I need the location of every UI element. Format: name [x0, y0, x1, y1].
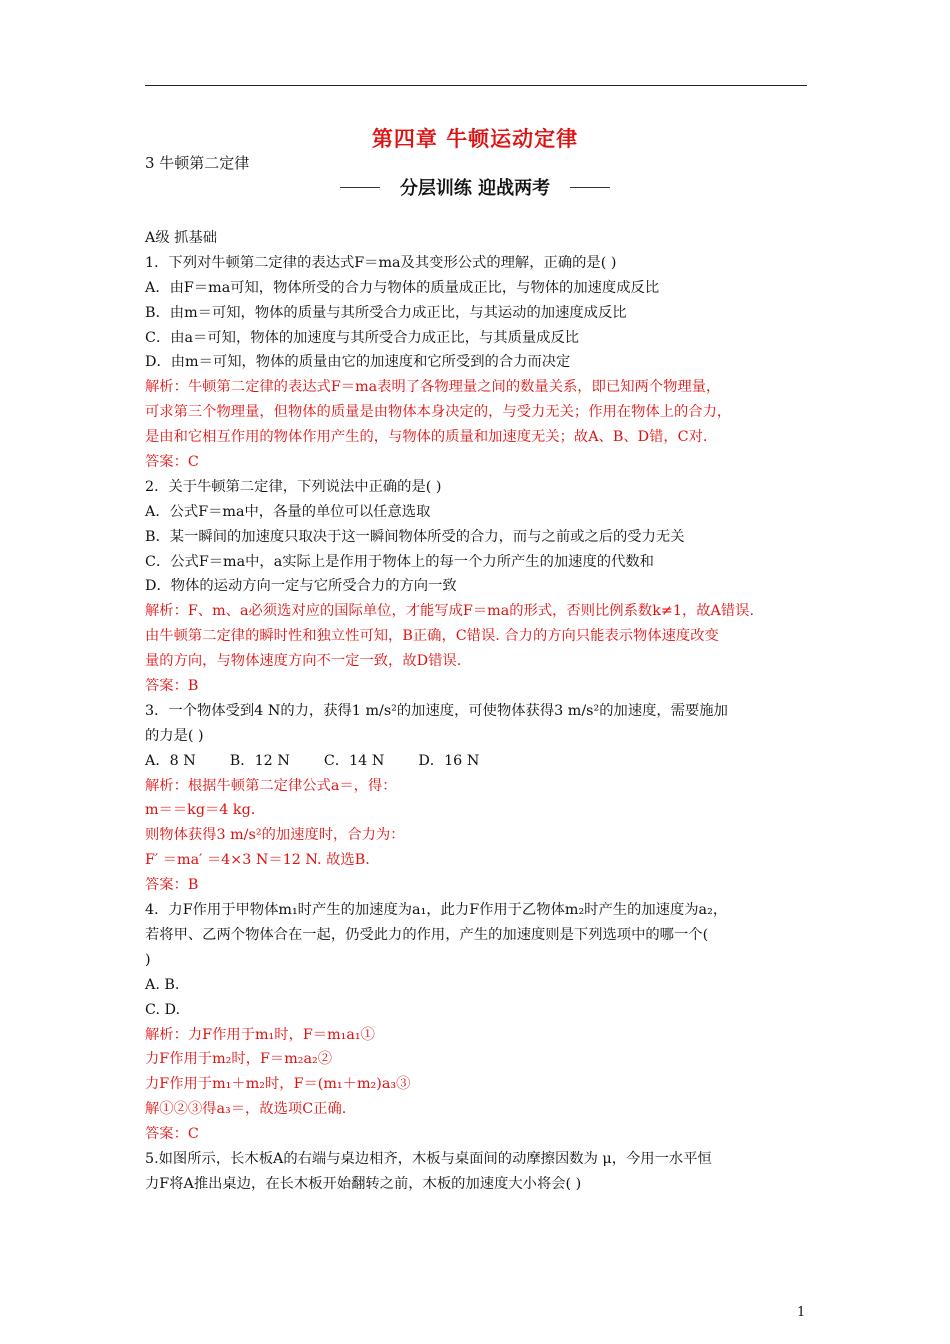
q3-stem-2: 的力是( )	[145, 727, 204, 744]
q1-option-a: A．由F＝ma可知，物体所受的合力与物体的质量成正比，与物体的加速度成反比	[145, 279, 660, 296]
q1-explanation-3: 是由和它相互作用的物体作用产生的，与物体的质量和加速度无关；故A、B、D错，C对.	[145, 429, 708, 446]
chapter-title: 第四章 牛顿运动定律	[371, 127, 579, 151]
q2-explanation-1: 解析：F、m、a必须选对应的国际单位，才能写成F＝ma的形式，否则比例系数k≠1，故A错误.	[145, 603, 754, 620]
q2-option-c: C．公式F＝ma中，a实际上是作用于物体上的每一个力所产生的加速度的代数和	[145, 553, 654, 570]
q2-option-b: B．某一瞬间的加速度只取决于这一瞬间物体所受的合力，而与之前或之后的受力无关	[145, 528, 685, 545]
exercise-content	[145, 226, 807, 1197]
q1-explanation-1: 解析：牛顿第二定律的表达式F＝ma表明了各物理量之间的数量关系，即已知两个物理量，	[145, 379, 721, 396]
q1-stem: 1．下列对牛顿第二定律的表达式F＝ma及其变形公式的理解，正确的是( )	[145, 254, 617, 271]
banner-right-rule	[570, 187, 610, 188]
q4-stem-2: 若将甲、乙两个物体合在一起，仍受此力的作用，产生的加速度则是下列选项中的哪一个(	[145, 926, 709, 943]
q1-option-c: C．由a＝可知，物体的加速度与其所受合力成正比，与其质量成反比	[145, 329, 580, 346]
q4-answer: 答案：C	[145, 1126, 199, 1143]
level-heading: A级 抓基础	[145, 230, 218, 246]
q5-stem-2: 力F将A推出桌边，在长木板开始翻转之前，木板的加速度大小将会( )	[145, 1175, 582, 1192]
q3-explanation-3: 则物体获得3 m/s²的加速度时，合力为：	[145, 827, 405, 844]
q4-stem-1: 4．力F作用于甲物体m₁时产生的加速度为a₁，此力F作用于乙物体m₂时产生的加速度为a₂，	[145, 902, 728, 919]
q2-option-a: A．公式F＝ma中，各量的单位可以任意选取	[145, 503, 431, 520]
q3-explanation-2: m＝＝kg＝4 kg.	[145, 802, 256, 819]
q4-explanation-4: 解①②③得a₃＝，故选项C正确.	[145, 1101, 347, 1118]
header-rule	[145, 85, 807, 86]
q4-options-cd: C. D.	[145, 1001, 181, 1018]
q2-stem: 2．关于牛顿第二定律，下列说法中正确的是( )	[145, 478, 442, 495]
page-number: 1	[797, 1305, 806, 1320]
q2-option-d: D．物体的运动方向一定与它所受合力的方向一致	[145, 578, 457, 595]
q3-option-c: C．14 N	[323, 752, 385, 769]
q4-explanation-1: 解析：力F作用于m₁时，F＝m₁a₁①	[145, 1026, 375, 1043]
q1-option-b: B．由m＝可知，物体的质量与其所受合力成正比，与其运动的加速度成反比	[145, 304, 627, 321]
section-title: 3 牛顿第二定律	[145, 154, 250, 172]
q4-explanation-2: 力F作用于m₂时，F＝m₂a₂②	[145, 1051, 333, 1068]
q3-option-b: B．12 N	[229, 752, 290, 769]
q3-explanation-1: 解析：根据牛顿第二定律公式a＝，得：	[145, 777, 397, 794]
banner-left-rule	[340, 187, 380, 188]
q2-explanation-3: 量的方向，与物体速度方向不一定一致，故D错误.	[145, 653, 462, 670]
q3-answer: 答案：B	[145, 877, 199, 894]
q1-explanation-2: 可求第三个物理量，但物体的质量是由物体本身决定的，与受力无关；作用在物体上的合力，	[145, 404, 732, 421]
banner	[340, 174, 610, 200]
q3-explanation-4: F′ ＝ma′ ＝4×3 N＝12 N. 故选B.	[145, 852, 370, 869]
q3-options	[145, 749, 807, 774]
q3-stem-1: 3．一个物体受到4 N的力，获得1 m/s²的加速度，可使物体获得3 m/s²的加速度，需要施加	[145, 702, 728, 719]
q5-stem-1: 5.如图所示，长木板A的右端与桌边相齐，木板与桌面间的动摩擦因数为 μ，今用一水平恒	[145, 1150, 712, 1167]
banner-text: 分层训练 迎战两考	[399, 178, 551, 199]
q4-options-ab: A. B.	[145, 976, 180, 993]
q2-explanation-2: 由牛顿第二定律的瞬时性和独立性可知，B正确，C错误. 合力的方向只能表示物体速度改变	[145, 628, 719, 645]
q4-explanation-3: 力F作用于m₁＋m₂时，F＝(m₁＋m₂)a₃③	[145, 1076, 411, 1093]
q1-option-d: D．由m＝可知，物体的质量由它的加速度和它所受到的合力而决定	[145, 354, 571, 371]
q1-answer: 答案：C	[145, 454, 199, 471]
q2-answer: 答案：B	[145, 678, 199, 695]
q3-option-d: D．16 N	[418, 752, 480, 769]
q4-stem-3: )	[145, 951, 151, 968]
q3-option-a: A．8 N	[145, 752, 196, 769]
